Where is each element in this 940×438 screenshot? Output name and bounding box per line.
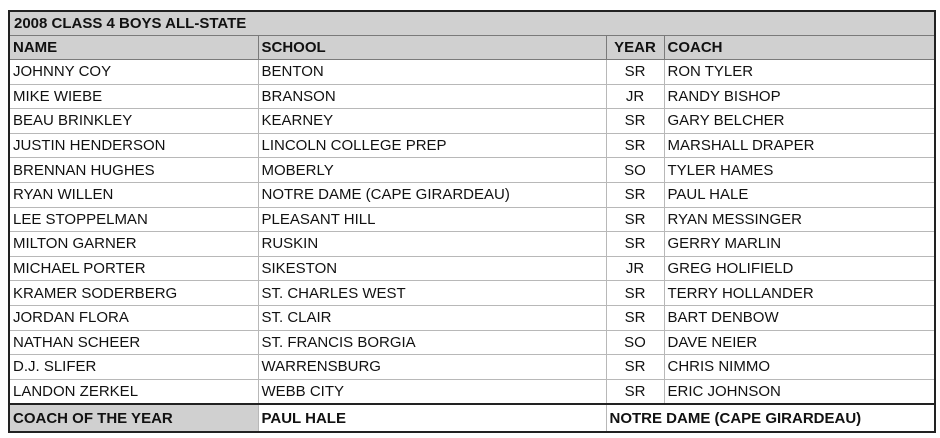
cell-year: SR bbox=[606, 182, 664, 207]
table-row bbox=[10, 158, 934, 183]
cell-year: JR bbox=[606, 256, 664, 281]
cell-school: ST. FRANCIS BORGIA bbox=[258, 330, 606, 355]
cell-name: NATHAN SCHEER bbox=[10, 330, 258, 355]
cell-year: SR bbox=[606, 281, 664, 306]
cell-year: SR bbox=[606, 109, 664, 134]
cell-name: LANDON ZERKEL bbox=[10, 379, 258, 404]
all-state-table-sheet bbox=[8, 10, 936, 433]
cell-school: WEBB CITY bbox=[258, 379, 606, 404]
cell-year: SR bbox=[606, 60, 664, 85]
cell-coach: MARSHALL DRAPER bbox=[664, 133, 934, 158]
cell-school: KEARNEY bbox=[258, 109, 606, 134]
table-row bbox=[10, 232, 934, 257]
table-row bbox=[10, 207, 934, 232]
header-row bbox=[10, 36, 934, 60]
cell-coach: DAVE NEIER bbox=[664, 330, 934, 355]
table-title: 2008 CLASS 4 BOYS ALL-STATE bbox=[10, 12, 934, 36]
cell-year: SR bbox=[606, 232, 664, 257]
cell-coach: BART DENBOW bbox=[664, 305, 934, 330]
cell-name: D.J. SLIFER bbox=[10, 355, 258, 380]
cell-school: BENTON bbox=[258, 60, 606, 85]
coach-of-year-school: NOTRE DAME (CAPE GIRARDEAU) bbox=[606, 404, 934, 431]
table-row bbox=[10, 281, 934, 306]
cell-name: RYAN WILLEN bbox=[10, 182, 258, 207]
cell-coach: RANDY BISHOP bbox=[664, 84, 934, 109]
cell-name: LEE STOPPELMAN bbox=[10, 207, 258, 232]
cell-coach: TYLER HAMES bbox=[664, 158, 934, 183]
table-row bbox=[10, 305, 934, 330]
table-row bbox=[10, 355, 934, 380]
table-row bbox=[10, 256, 934, 281]
cell-school: WARRENSBURG bbox=[258, 355, 606, 380]
cell-name: KRAMER SODERBERG bbox=[10, 281, 258, 306]
cell-coach: CHRIS NIMMO bbox=[664, 355, 934, 380]
coach-of-year-label: COACH OF THE YEAR bbox=[10, 404, 258, 431]
cell-school: RUSKIN bbox=[258, 232, 606, 257]
cell-year: SO bbox=[606, 330, 664, 355]
cell-coach: GARY BELCHER bbox=[664, 109, 934, 134]
cell-coach: TERRY HOLLANDER bbox=[664, 281, 934, 306]
table-row bbox=[10, 109, 934, 134]
cell-name: JORDAN FLORA bbox=[10, 305, 258, 330]
cell-school: SIKESTON bbox=[258, 256, 606, 281]
table-row bbox=[10, 379, 934, 404]
table-body bbox=[10, 60, 934, 405]
cell-coach: GREG HOLIFIELD bbox=[664, 256, 934, 281]
cell-name: MICHAEL PORTER bbox=[10, 256, 258, 281]
table-row bbox=[10, 84, 934, 109]
cell-year: JR bbox=[606, 84, 664, 109]
all-state-table bbox=[10, 36, 934, 431]
cell-year: SR bbox=[606, 379, 664, 404]
cell-year: SR bbox=[606, 133, 664, 158]
cell-school: BRANSON bbox=[258, 84, 606, 109]
table-row bbox=[10, 133, 934, 158]
cell-name: JUSTIN HENDERSON bbox=[10, 133, 258, 158]
cell-coach: GERRY MARLIN bbox=[664, 232, 934, 257]
column-header-year: YEAR bbox=[606, 36, 664, 60]
cell-name: BRENNAN HUGHES bbox=[10, 158, 258, 183]
cell-coach: RON TYLER bbox=[664, 60, 934, 85]
cell-school: ST. CHARLES WEST bbox=[258, 281, 606, 306]
cell-school: LINCOLN COLLEGE PREP bbox=[258, 133, 606, 158]
column-header-coach: COACH bbox=[664, 36, 934, 60]
column-header-school: SCHOOL bbox=[258, 36, 606, 60]
cell-school: ST. CLAIR bbox=[258, 305, 606, 330]
cell-school: NOTRE DAME (CAPE GIRARDEAU) bbox=[258, 182, 606, 207]
cell-year: SR bbox=[606, 355, 664, 380]
cell-year: SO bbox=[606, 158, 664, 183]
table-row bbox=[10, 60, 934, 85]
cell-coach: PAUL HALE bbox=[664, 182, 934, 207]
cell-school: PLEASANT HILL bbox=[258, 207, 606, 232]
cell-name: JOHNNY COY bbox=[10, 60, 258, 85]
cell-school: MOBERLY bbox=[258, 158, 606, 183]
cell-year: SR bbox=[606, 207, 664, 232]
cell-year: SR bbox=[606, 305, 664, 330]
cell-name: MILTON GARNER bbox=[10, 232, 258, 257]
cell-name: BEAU BRINKLEY bbox=[10, 109, 258, 134]
cell-name: MIKE WIEBE bbox=[10, 84, 258, 109]
table-row bbox=[10, 330, 934, 355]
table-row bbox=[10, 182, 934, 207]
cell-coach: RYAN MESSINGER bbox=[664, 207, 934, 232]
cell-coach: ERIC JOHNSON bbox=[664, 379, 934, 404]
coach-of-year-row bbox=[10, 404, 934, 431]
coach-of-year-coach: PAUL HALE bbox=[258, 404, 606, 431]
column-header-name: NAME bbox=[10, 36, 258, 60]
